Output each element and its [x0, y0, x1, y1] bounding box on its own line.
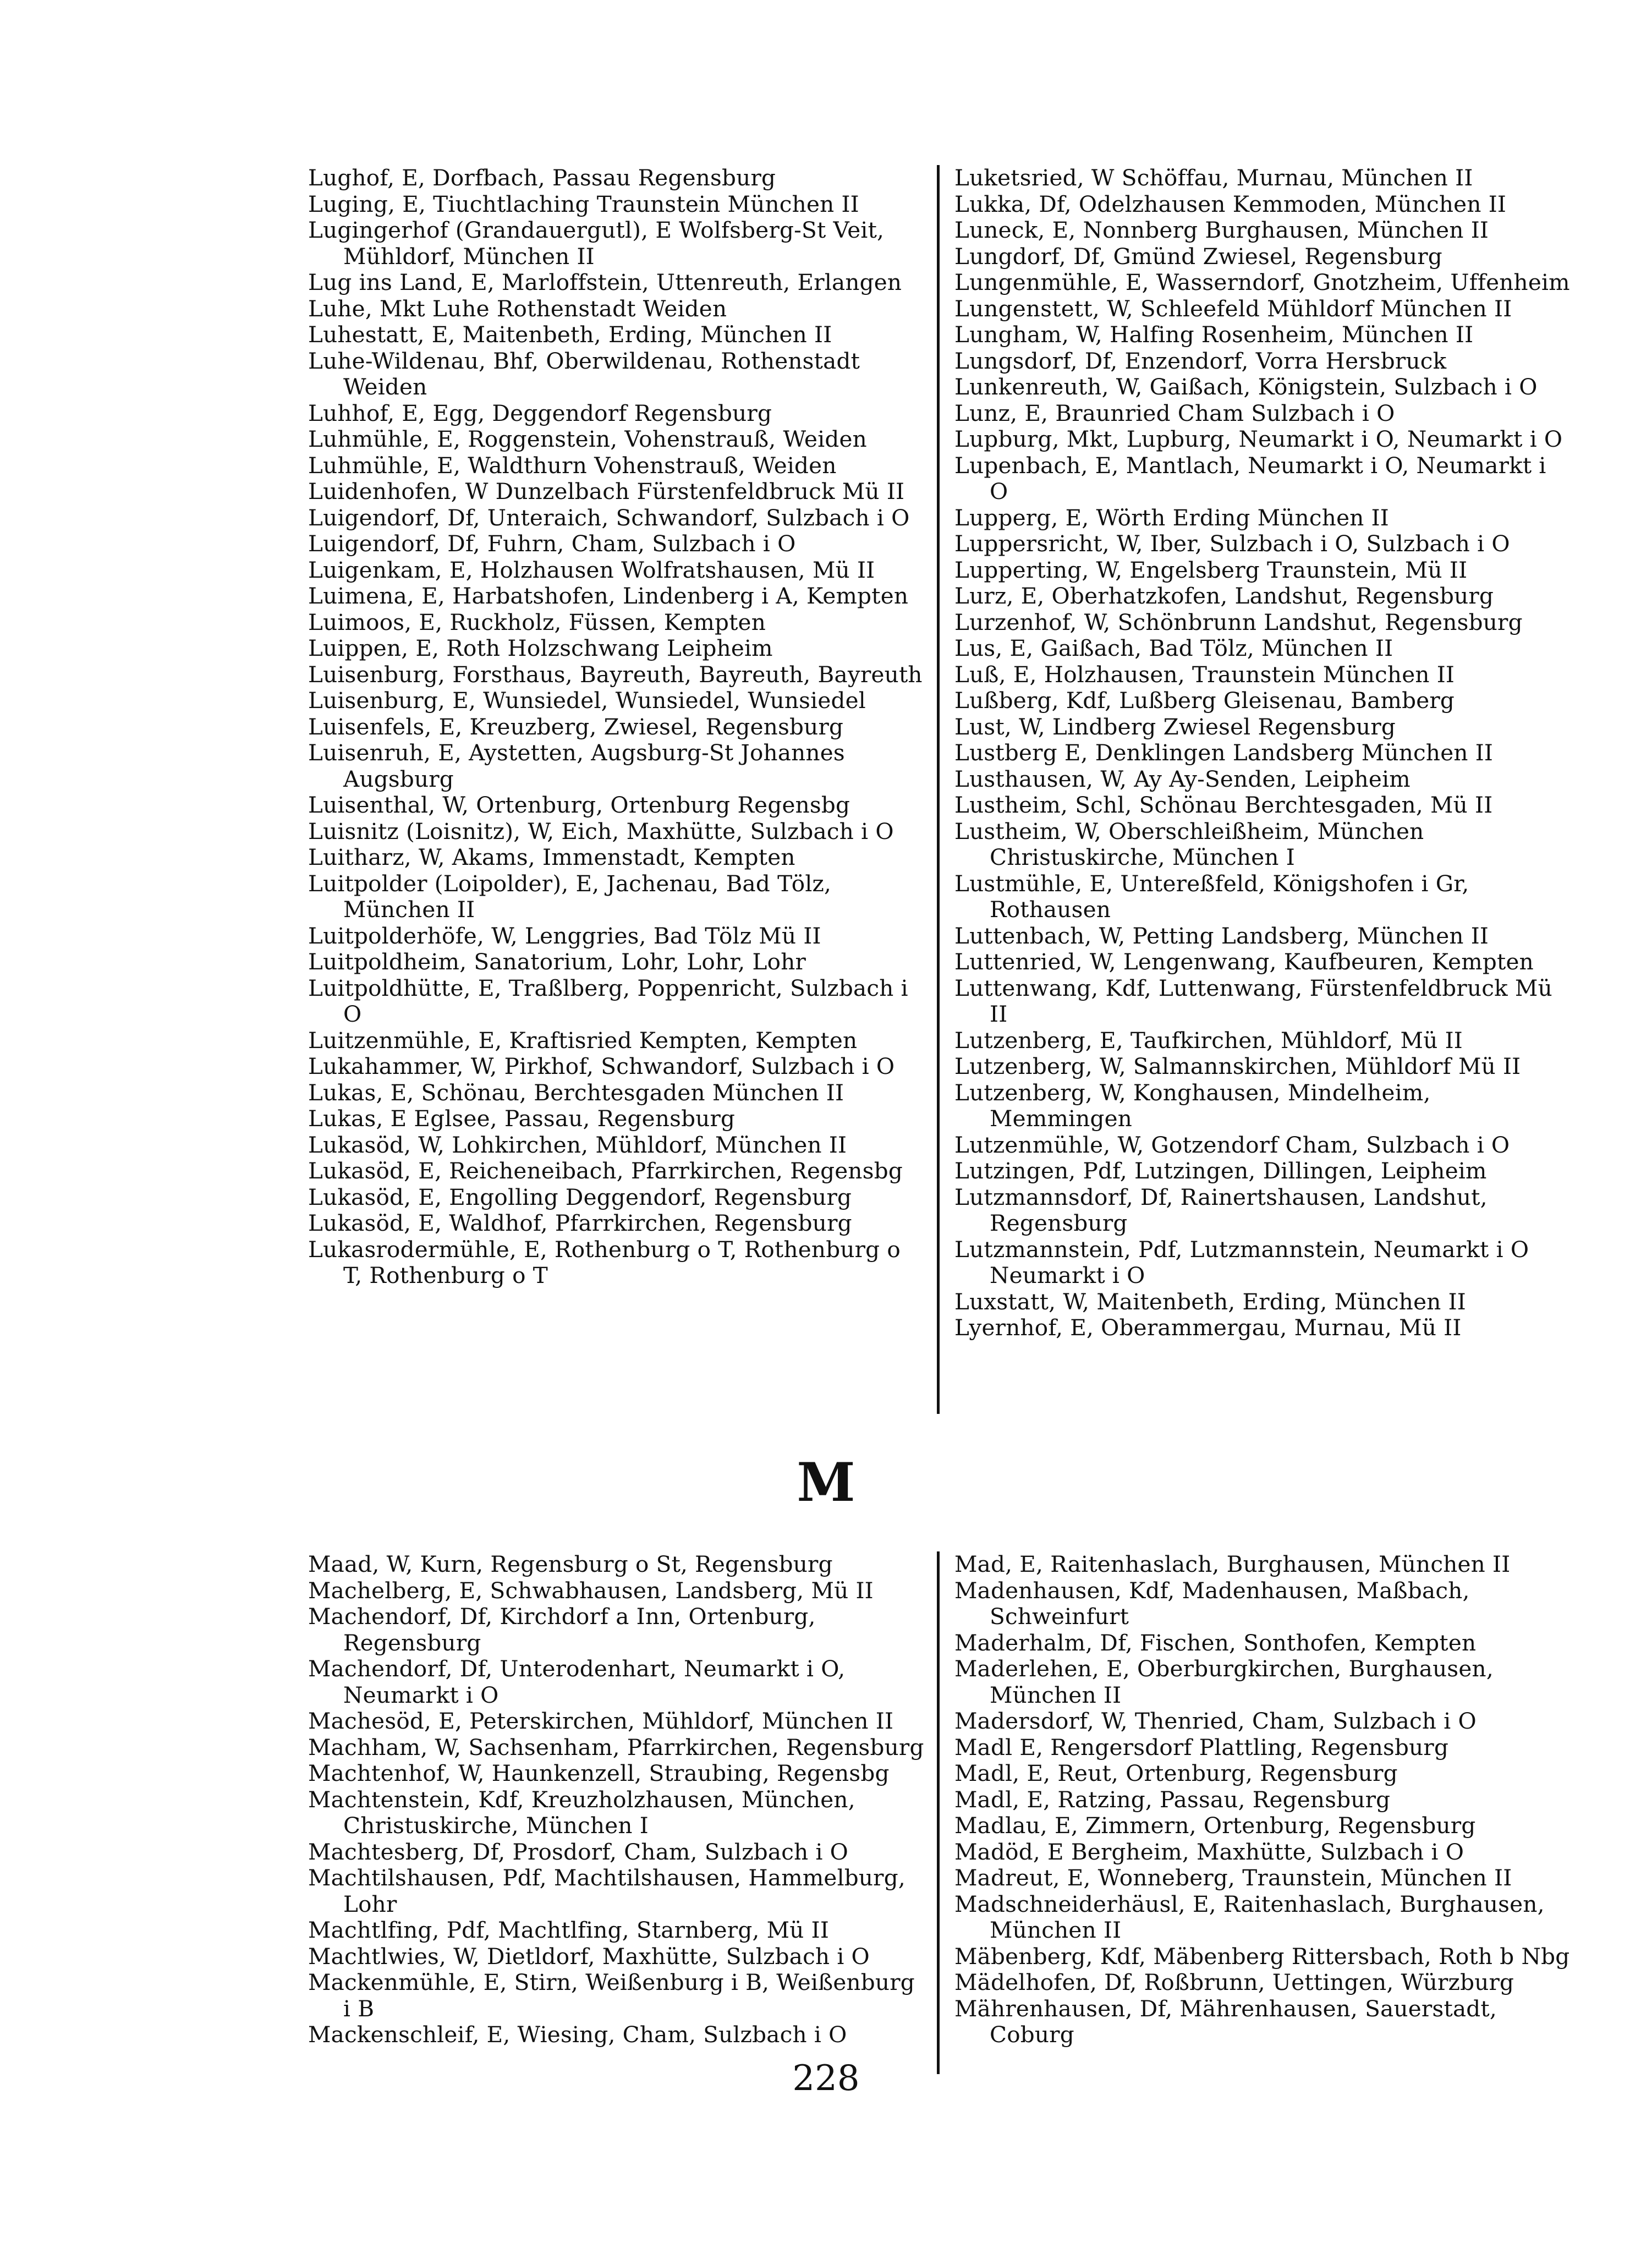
gazetteer-entry: Lust, W, Lindberg Zwiesel Regensburg	[954, 713, 1396, 740]
gazetteer-entry: Lutzenberg, W, Salmannskirchen, Mühldorf Mü II	[954, 1053, 1521, 1079]
gazetteer-entry: Luß, E, Holzhausen, Traunstein München II	[954, 661, 1455, 688]
gazetteer-entry: Luigendorf, Df, Unteraich, Schwandorf, Sulzbach i O	[308, 504, 910, 531]
gazetteer-entry: Lutzenberg, E, Taufkirchen, Mühldorf, Mü II	[954, 1027, 1463, 1054]
gazetteer-entry: Machtlwies, W, Dietldorf, Maxhütte, Sulzbach i O	[308, 1943, 870, 1970]
gazetteer-entry: Lupperting, W, Engelsberg Traunstein, Mü II	[954, 556, 1468, 583]
gazetteer-entry: Lupburg, Mkt, Lupburg, Neumarkt i O, Neumarkt i O	[954, 426, 1563, 452]
gazetteer-entry: Machtenhof, W, Haunkenzell, Straubing, Regensbg	[308, 1760, 890, 1786]
gazetteer-entry: Luippen, E, Roth Holzschwang Leipheim	[308, 635, 773, 661]
gazetteer-entry: Luhestatt, E, Maitenbeth, Erding, München II	[308, 321, 832, 348]
gazetteer-entry: Luitzenmühle, E, Kraftisried Kempten, Kempten	[308, 1027, 858, 1054]
gazetteer-entry: Lyernhof, E, Oberammergau, Murnau, Mü II	[954, 1314, 1462, 1341]
gazetteer-entry: Lukasöd, W, Lohkirchen, Mühldorf, München II	[308, 1131, 847, 1158]
gazetteer-entry: Lustheim, W, Oberschleißheim, München Christuskirche, München I	[954, 818, 1424, 870]
gazetteer-entry: Mädelhofen, Df, Roßbrunn, Uettingen, Würzburg	[954, 1969, 1514, 1995]
gazetteer-entry: Mackenmühle, E, Stirn, Weißenburg i B, Weißenburg i B	[308, 1969, 915, 2022]
gazetteer-entry: Lukas, E Eglsee, Passau, Regensburg	[308, 1105, 736, 1132]
gazetteer-entry: Lukahammer, W, Pirkhof, Schwandorf, Sulzbach i O	[308, 1053, 895, 1079]
gazetteer-entry: Luitpoldheim, Sanatorium, Lohr, Lohr, Lohr	[308, 948, 806, 975]
gazetteer-entry: Lusthausen, W, Ay Ay-Senden, Leipheim	[954, 765, 1410, 792]
gazetteer-entry: Madersdorf, W, Thenried, Cham, Sulzbach i O	[954, 1708, 1477, 1734]
gazetteer-entry: Machtesberg, Df, Prosdorf, Cham, Sulzbach i O	[308, 1838, 849, 1865]
gazetteer-entry: Machham, W, Sachsenham, Pfarrkirchen, Regensburg	[308, 1734, 924, 1761]
gazetteer-entry: Luisenburg, Forsthaus, Bayreuth, Bayreuth, Bayreuth	[308, 661, 923, 688]
gazetteer-entry: Lurz, E, Oberhatzkofen, Landshut, Regensburg	[954, 583, 1494, 609]
gazetteer-entry: Luhe-Wildenau, Bhf, Oberwildenau, Rothenstadt Weiden	[308, 347, 860, 400]
gazetteer-entry: Lugingerhof (Grandauergutl), E Wolfsberg-St Veit, Mühldorf, München II	[308, 217, 885, 270]
gazetteer-entry: Luisenruh, E, Aystetten, Augsburg-St Johannes Augsburg	[308, 739, 845, 792]
gazetteer-entry: Machtenstein, Kdf, Kreuzholzhausen, München, Christuskirche, München I	[308, 1786, 855, 1839]
entries-top-left-column	[308, 165, 924, 1289]
gazetteer-entry: Luxstatt, W, Maitenbeth, Erding, München II	[954, 1288, 1466, 1315]
gazetteer-entry: Lukasöd, E, Waldhof, Pfarrkirchen, Regensburg	[308, 1210, 852, 1236]
gazetteer-entry: Luigenkam, E, Holzhausen Wolfratshausen, Mü II	[308, 556, 875, 583]
gazetteer-entry: Lurzenhof, W, Schönbrunn Landshut, Regensburg	[954, 608, 1523, 635]
gazetteer-entry: Luidenhofen, W Dunzelbach Fürstenfeldbruck Mü II	[308, 478, 905, 504]
gazetteer-entry: Luimena, E, Harbatshofen, Lindenberg i A, Kempten	[308, 583, 909, 609]
gazetteer-entry: Lukas, E, Schönau, Berchtesgaden München II	[308, 1079, 844, 1106]
gazetteer-entry: Luhmühle, E, Waldthurn Vohenstrauß, Weiden	[308, 452, 837, 479]
entries-top-right-column	[954, 165, 1571, 1341]
gazetteer-entry: Lukasöd, E, Reicheneibach, Pfarrkirchen, Regensbg	[308, 1158, 903, 1184]
gazetteer-entry: Mäbenberg, Kdf, Mäbenberg Rittersbach, Roth b Nbg	[954, 1943, 1570, 1970]
gazetteer-entry: Lungenmühle, E, Wasserndorf, Gnotzheim, Uffenheim	[954, 269, 1570, 295]
gazetteer-entry: Machendorf, Df, Unterodenhart, Neumarkt i O, Neumarkt i O	[308, 1655, 846, 1708]
gazetteer-entry: Madl E, Rengersdorf Plattling, Regensburg	[954, 1734, 1449, 1761]
gazetteer-entry: Lupenbach, E, Mantlach, Neumarkt i O, Neumarkt i O	[954, 452, 1546, 504]
gazetteer-entry: Lustheim, Schl, Schönau Berchtesgaden, Mü II	[954, 792, 1493, 818]
gazetteer-entry: Lußberg, Kdf, Lußberg Gleisenau, Bamberg	[954, 687, 1455, 714]
gazetteer-entry: Machesöd, E, Peterskirchen, Mühldorf, München II	[308, 1708, 894, 1734]
gazetteer-entry: Luisnitz (Loisnitz), W, Eich, Maxhütte, Sulzbach i O	[308, 818, 894, 844]
gazetteer-entry: Lunkenreuth, W, Gaißach, Königstein, Sulzbach i O	[954, 374, 1538, 400]
gazetteer-entry: Lustmühle, E, Untereßfeld, Königshofen i Gr, Rothausen	[954, 870, 1469, 923]
gazetteer-entry: Luhe, Mkt Luhe Rothenstadt Weiden	[308, 295, 727, 322]
gazetteer-entry: Machendorf, Df, Kirchdorf a Inn, Ortenburg, Regensburg	[308, 1603, 816, 1656]
gazetteer-entry: Mährenhausen, Df, Mährenhausen, Sauerstadt, Coburg	[954, 1995, 1497, 2048]
gazetteer-entry: Machtlfing, Pdf, Machtlfing, Starnberg, Mü II	[308, 1917, 830, 1943]
gazetteer-entry: Luttenwang, Kdf, Luttenwang, Fürstenfeldbruck Mü II	[954, 974, 1552, 1027]
section-letter-heading: M	[797, 1451, 855, 1513]
gazetteer-entry: Luttenried, W, Lengenwang, Kaufbeuren, Kempten	[954, 948, 1534, 975]
gazetteer-entry: Lus, E, Gaißach, Bad Tölz, München II	[954, 635, 1393, 661]
gazetteer-entry: Lustberg E, Denklingen Landsberg München II	[954, 739, 1494, 766]
gazetteer-entry: Madöd, E Bergheim, Maxhütte, Sulzbach i O	[954, 1838, 1464, 1865]
gazetteer-entry: Lukasöd, E, Engolling Deggendorf, Regensburg	[308, 1183, 852, 1210]
gazetteer-entry: Lughof, E, Dorfbach, Passau Regensburg	[308, 164, 776, 191]
gazetteer-entry: Luimoos, E, Ruckholz, Füssen, Kempten	[308, 608, 766, 635]
gazetteer-entry: Lutzmannsdorf, Df, Rainertshausen, Landshut, Regensburg	[954, 1183, 1488, 1236]
gazetteer-entry: Lukasrodermühle, E, Rothenburg o T, Rothenburg o T, Rothenburg o T	[308, 1236, 901, 1288]
gazetteer-entry: Luitpoldhütte, E, Traßlberg, Poppenricht, Sulzbach i O	[308, 974, 908, 1027]
gazetteer-entry: Luketsried, W Schöffau, Murnau, München II	[954, 164, 1473, 191]
gazetteer-entry: Luigendorf, Df, Fuhrn, Cham, Sulzbach i O	[308, 530, 796, 557]
page-number: 228	[792, 2058, 860, 2099]
gazetteer-entry: Maderhalm, Df, Fischen, Sonthofen, Kempten	[954, 1629, 1477, 1656]
gazetteer-entry: Lukka, Df, Odelzhausen Kemmoden, München II	[954, 190, 1507, 217]
column-divider-top	[937, 165, 940, 1414]
gazetteer-entry: Maad, W, Kurn, Regensburg o St, Regensburg	[308, 1551, 833, 1577]
gazetteer-entry: Machtilshausen, Pdf, Machtilshausen, Hammelburg, Lohr	[308, 1864, 905, 1917]
gazetteer-entry: Luitharz, W, Akams, Immenstadt, Kempten	[308, 844, 795, 870]
gazetteer-entry: Luppersricht, W, Iber, Sulzbach i O, Sulzbach i O	[954, 530, 1510, 557]
gazetteer-entry: Lutzenberg, W, Konghausen, Mindelheim, Memmingen	[954, 1079, 1431, 1132]
gazetteer-entry: Madl, E, Reut, Ortenburg, Regensburg	[954, 1760, 1398, 1786]
gazetteer-entry: Lutzmannstein, Pdf, Lutzmannstein, Neumarkt i O Neumarkt i O	[954, 1236, 1529, 1288]
gazetteer-entry: Luitpolder (Loipolder), E, Jachenau, Bad Tölz, München II	[308, 870, 832, 923]
gazetteer-entry: Madenhausen, Kdf, Madenhausen, Maßbach, Schweinfurt	[954, 1577, 1470, 1630]
gazetteer-entry: Lungsdorf, Df, Enzendorf, Vorra Hersbruck	[954, 347, 1447, 374]
gazetteer-entry: Lutzingen, Pdf, Lutzingen, Dillingen, Leipheim	[954, 1158, 1487, 1184]
gazetteer-entry: Lunz, E, Braunried Cham Sulzbach i O	[954, 399, 1395, 426]
gazetteer-entry: Luttenbach, W, Petting Landsberg, München II	[954, 922, 1489, 949]
gazetteer-entry: Mad, E, Raitenhaslach, Burghausen, München II	[954, 1551, 1511, 1577]
entries-bottom-right-column	[954, 1551, 1571, 2048]
gazetteer-entry: Lungham, W, Halfing Rosenheim, München II	[954, 321, 1474, 348]
gazetteer-entry: Luisenfels, E, Kreuzberg, Zwiesel, Regensburg	[308, 713, 844, 740]
column-divider-bottom	[937, 1551, 940, 2074]
entries-bottom-left-column	[308, 1551, 924, 2048]
gazetteer-entry: Luhmühle, E, Roggenstein, Vohenstrauß, Weiden	[308, 426, 867, 452]
gazetteer-entry: Luging, E, Tiuchtlaching Traunstein München II	[308, 190, 859, 217]
gazetteer-entry: Mackenschleif, E, Wiesing, Cham, Sulzbach i O	[308, 2021, 847, 2048]
gazetteer-entry: Maderlehen, E, Oberburgkirchen, Burghausen, München II	[954, 1655, 1494, 1708]
gazetteer-entry: Luneck, E, Nonnberg Burghausen, München II	[954, 217, 1489, 243]
gazetteer-entry: Madschneiderhäusl, E, Raitenhaslach, Burghausen, München II	[954, 1890, 1545, 1943]
gazetteer-entry: Madl, E, Ratzing, Passau, Regensburg	[954, 1786, 1391, 1813]
gazetteer-entry: Lupperg, E, Wörth Erding München II	[954, 504, 1390, 531]
gazetteer-entry: Lungenstett, W, Schleefeld Mühldorf München II	[954, 295, 1512, 322]
gazetteer-entry: Lug ins Land, E, Marloffstein, Uttenreuth, Erlangen	[308, 269, 902, 295]
gazetteer-entry: Lutzenmühle, W, Gotzendorf Cham, Sulzbach i O	[954, 1131, 1510, 1158]
gazetteer-entry: Madreut, E, Wonneberg, Traunstein, München II	[954, 1864, 1512, 1891]
gazetteer-entry: Machelberg, E, Schwabhausen, Landsberg, Mü II	[308, 1577, 874, 1604]
gazetteer-entry: Luhhof, E, Egg, Deggendorf Regensburg	[308, 399, 772, 426]
gazetteer-entry: Lungdorf, Df, Gmünd Zwiesel, Regensburg	[954, 243, 1442, 270]
gazetteer-entry: Madlau, E, Zimmern, Ortenburg, Regensburg	[954, 1812, 1476, 1839]
gazetteer-entry: Luitpolderhöfe, W, Lenggries, Bad Tölz Mü II	[308, 922, 821, 949]
gazetteer-entry: Luisenburg, E, Wunsiedel, Wunsiedel, Wunsiedel	[308, 687, 866, 714]
gazetteer-entry: Luisenthal, W, Ortenburg, Ortenburg Regensbg	[308, 792, 850, 818]
